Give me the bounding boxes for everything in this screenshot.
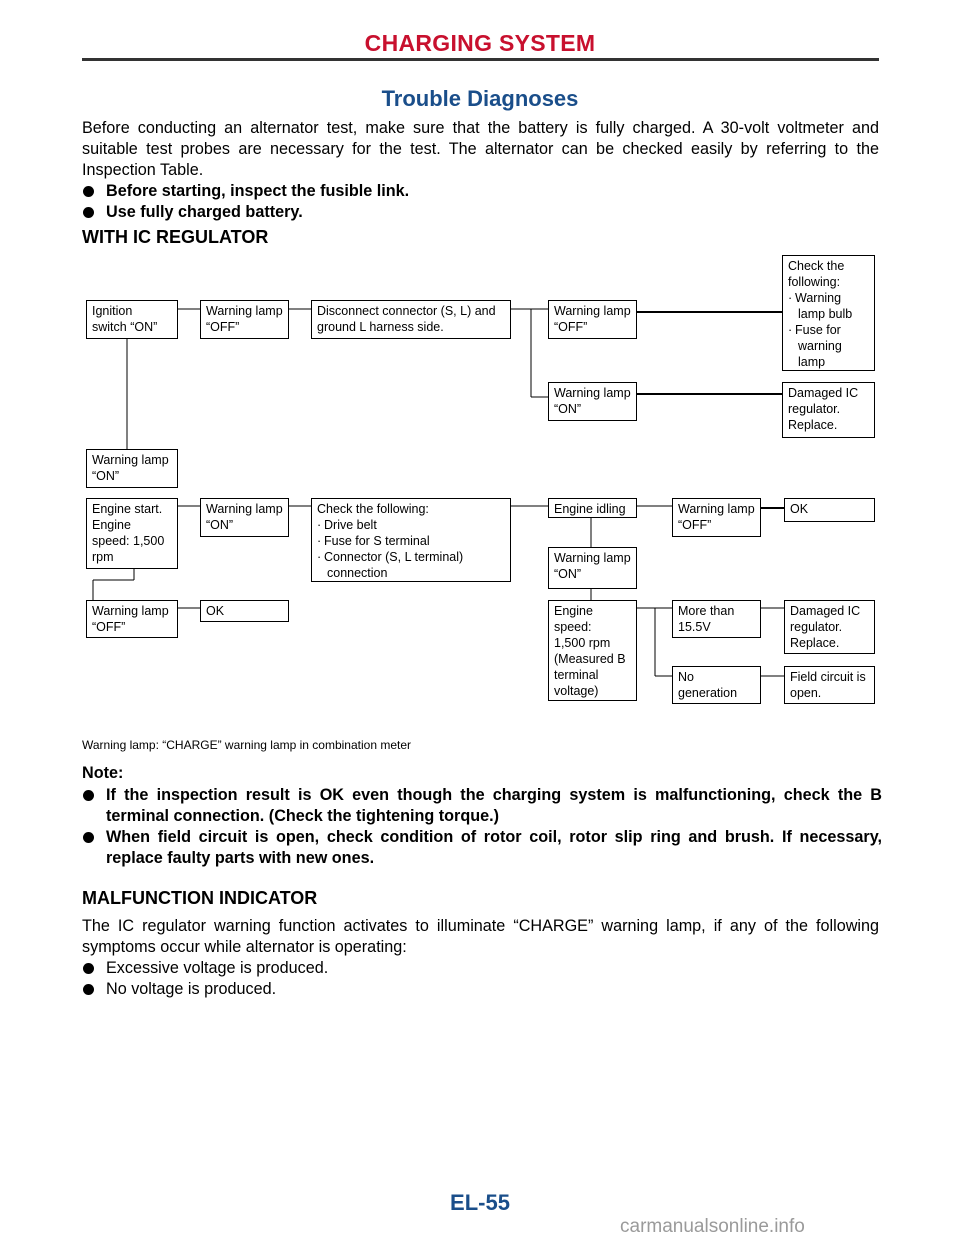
list-item: No voltage is produced. <box>82 979 882 1000</box>
pre-check-list <box>82 181 882 223</box>
malfunction-paragraph: The IC regulator warning function activates to illuminate “CHARGE” warning lamp, if any of the following symptoms occur while alternator is operating: <box>82 917 879 956</box>
flow-box-warning-lamp-on: Warning lamp “ON” <box>86 449 178 488</box>
watermark: carmanualsonline.info <box>620 1216 805 1237</box>
intro-paragraph: Before conducting an alternator test, make sure that the battery is fully charged. A 30-volt voltmeter and suitable test probes are necessary for the test. The alternator can be checked easily by referring to the Inspection Table. <box>82 119 879 179</box>
bullet-dot-icon <box>83 207 94 218</box>
flow-box-no-generation: No generation <box>672 666 761 704</box>
flow-box-ignition-switch-on: Ignition switch “ON” <box>86 300 178 339</box>
section-heading-malfunction-indicator: MALFUNCTION INDICATOR <box>82 888 318 908</box>
list-item: Before starting, inspect the fusible link. <box>82 181 882 202</box>
flow-box-damaged-ic-regulator: Damaged IC regulator. Replace. <box>784 600 875 654</box>
malfunction-list <box>82 958 882 1000</box>
bullet-dot-icon <box>83 832 94 843</box>
note-label: Note: <box>82 764 124 782</box>
flow-box-check-warning-lamp: Check the following: · Warning lamp bulb · Fuse for warning lamp <box>782 255 875 371</box>
list-item: Excessive voltage is produced. <box>82 958 882 979</box>
bullet-dot-icon <box>83 186 94 197</box>
flow-box-warning-lamp-on: Warning lamp “ON” <box>200 498 289 537</box>
list-item: If the inspection result is OK even though the charging system is malfunctioning, check the B terminal connection. (Check the tightening torque.) <box>82 785 882 827</box>
flow-box-engine-start: Engine start. Engine speed: 1,500 rpm <box>86 498 178 569</box>
flow-box-check-drive-belt: Check the following: · Drive belt · Fuse for S terminal · Connector (S, L terminal) connection <box>311 498 511 582</box>
bullet-dot-icon <box>83 984 94 995</box>
bullet-dot-icon <box>83 963 94 974</box>
flow-box-warning-lamp-on: Warning lamp “ON” <box>548 382 637 421</box>
section-header: CHARGING SYSTEM <box>364 30 596 56</box>
notes-list <box>82 785 882 869</box>
flow-box-disconnect-connector: Disconnect connector (S, L) and ground L harness side. <box>311 300 511 339</box>
flow-box-warning-lamp-off: Warning lamp “OFF” <box>200 300 289 339</box>
bullet-dot-icon <box>83 790 94 801</box>
page-number: EL-55 <box>450 1190 510 1215</box>
flow-box-ok: OK <box>784 498 875 522</box>
flow-box-ok: OK <box>200 600 289 622</box>
header-rule <box>82 58 879 61</box>
page-title: Trouble Diagnoses <box>381 86 579 111</box>
flow-box-field-circuit-open: Field circuit is open. <box>784 666 875 704</box>
flow-box-warning-lamp-off: Warning lamp “OFF” <box>86 600 178 638</box>
flow-box-warning-lamp-off: Warning lamp “OFF” <box>672 498 761 537</box>
section-heading-ic-regulator: WITH IC REGULATOR <box>82 227 269 247</box>
flowchart-caption: Warning lamp: “CHARGE” warning lamp in combination meter <box>82 738 412 752</box>
flow-box-engine-idling: Engine idling <box>548 498 637 518</box>
flow-box-engine-speed-b-terminal: Engine speed: 1,500 rpm (Measured B terminal voltage) <box>548 600 637 701</box>
flow-box-warning-lamp-on: Warning lamp “ON” <box>548 547 637 589</box>
flow-box-warning-lamp-off: Warning lamp “OFF” <box>548 300 637 339</box>
list-item: When field circuit is open, check condition of rotor coil, rotor slip ring and brush. If necessary, replace faulty parts with new ones. <box>82 827 882 869</box>
flow-box-damaged-ic-regulator: Damaged IC regulator. Replace. <box>782 382 875 438</box>
flow-box-more-than-15v: More than 15.5V <box>672 600 761 638</box>
list-item: Use fully charged battery. <box>82 202 882 223</box>
